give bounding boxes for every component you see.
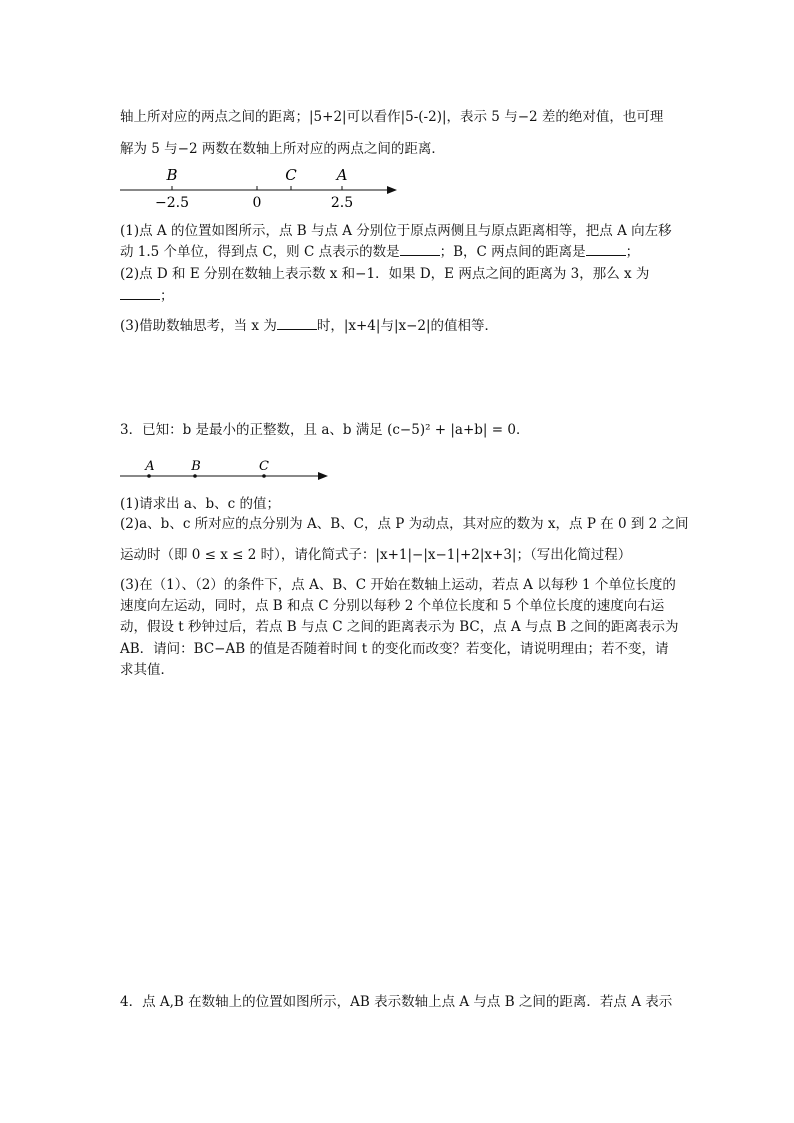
p2-q3 [120,317,498,335]
point-c-label-2: C [259,459,269,474]
p3-q3-line4: AB．请问：BC−AB 的值是否随着时间 t 的变化而改变？若变化，请说明理由；若不变，请 [120,641,669,657]
p3-q2-line2: 运动时（即 0 ≤ x ≤ 2 时），请化简式子：|x+1|−|x−1|+2|x+3|；（写出化简过程） [120,547,632,563]
p3-q3-line5: 求其值． [120,662,174,678]
p3-stem: 3．已知：b 是最小的正整数，且 a、b 满足 (c−5)² + |a+b| = 0． [120,422,530,438]
p2-q1-line2 [120,243,639,261]
p3-q2-line1: (2)a、b、c 所对应的点分别为 A、B、C，点 P 为动点，其对应的数为 x，点 P 在 0 到 2 之间 [120,516,689,532]
point-a-label-2: A [145,459,155,474]
p2-q1-text-c: ； [625,244,640,260]
p2-intro-line1: 轴上所对应的两点之间的距离；|5+2|可以看作|5-(-2)|，表示 5 与−2 差的绝对值，也可理 [120,109,664,125]
tick-neg-2-5: −2.5 [155,195,189,211]
p2-q2-line2 [120,287,174,305]
p2-q3-text-b: 时，|x+4|与|x−2|的值相等． [316,318,499,334]
tick-2-5: 2.5 [330,195,354,211]
number-line-2 [115,456,335,484]
p3-q1: (1)请求出 a、b、c 的值； [120,496,280,512]
point-a-label: A [336,166,348,184]
p3-q3-line1: (3)在（1）、（2）的条件下，点 A、B、C 开始在数轴上运动，若点 A 以每秒 1 个单位长度的 [120,577,676,593]
tick-0: 0 [252,195,262,211]
answer-blank-bc[interactable] [586,243,626,256]
answer-blank-q3[interactable] [277,317,317,330]
p3-q3-line2: 速度向左运动，同时，点 B 和点 C 分别以每秒 2 个单位长度和 5 个单位长度的速度向右运 [120,598,665,614]
p2-intro-line2: 解为 5 与−2 两数在数轴上所对应的两点之间的距离． [120,141,445,157]
p4-stem: 4．点 A,B 在数轴上的位置如图所示，AB 表示数轴上点 A 与点 B 之间的距离．若点 A 表示 [120,994,673,1010]
number-line-1 [115,162,405,212]
point-b-label: B [166,166,178,184]
p2-q2-line1: (2)点 D 和 E 分别在数轴上表示数 x 和−1．如果 D，E 两点之间的距离为 3，那么 x 为 [120,266,650,282]
answer-blank-x[interactable] [120,287,160,300]
p3-q3-line3: 动，假设 t 秒钟过后，若点 B 与点 C 之间的距离表示为 BC，点 A 与点 B 之间的距离表示为 [120,619,679,635]
point-c-label: C [285,166,297,184]
p2-q2-text: ； [160,288,174,304]
p2-q3-text-a: (3)借助数轴思考，当 x 为 [120,318,277,334]
answer-blank-c[interactable] [400,243,440,256]
p2-q1-line1: (1)点 A 的位置如图所示，点 B 与点 A 分别位于原点两侧且与原点距离相等，把点 A 向左移 [120,223,672,239]
p2-q1-text-b: ；B，C 两点间的距离是 [439,244,586,260]
point-b-label-2: B [191,459,201,474]
p2-q1-text-a: 动 1.5 个单位，得到点 C，则 C 点表示的数是 [120,244,400,260]
